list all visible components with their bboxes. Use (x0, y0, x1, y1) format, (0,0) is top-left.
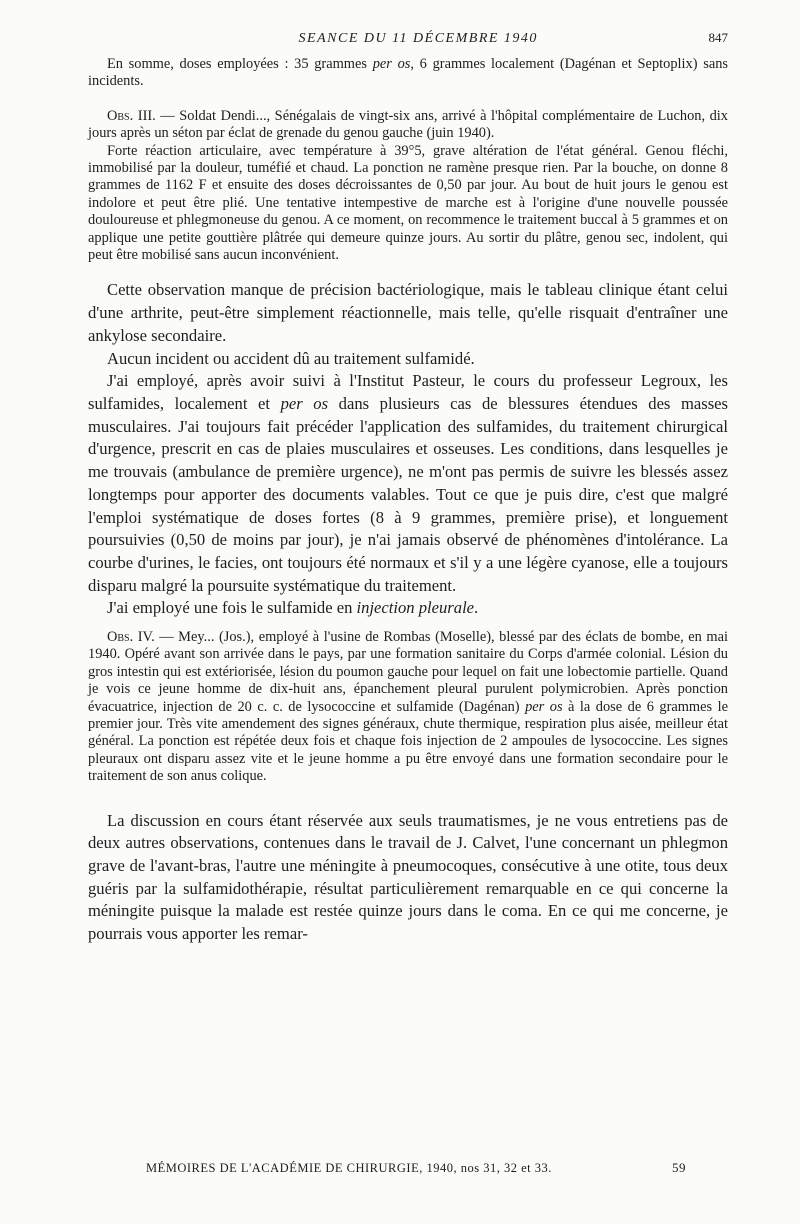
observation-label: Obs. III. (107, 107, 156, 124)
observation-3-detail: Forte réaction articulaire, avec température à 39°5, grave altération de l'état général. Genou fléchi, immobilisé par la douleur, tuméfié et chaud. La ponction ne ramène presque rien. Par la bouche, on donne 8 grammes de 1162 F et ensuite des doses décroissantes de 0,50 par jour. Au bout de huit jours le genou est indolore et peut être plié. Une tentative intempestive de marche est à l'origine d'une nouvelle poussée douloureuse et phlegmoneuse du genou. A ce moment, on recommence le traitement buccal à 5 grammes et on applique une petite gouttière plâtrée qui demeure quinze jours. Au sortir du plâtre, genou sec, indolent, qui peut être mobilisé sans aucun inconvénient. (88, 142, 728, 264)
observation-3: Obs. III. — Soldat Dendi..., Sénégalais de vingt-six ans, arrivé à l'hôpital complémentaire de Luchon, dix jours après un séton par éclat de grenade du genou gauche (juin 1940). (88, 107, 728, 142)
page-number: 847 (708, 30, 728, 45)
paragraph-discussion-3: J'ai employé, après avoir suivi à l'Institut Pasteur, le cours du professeur Legroux, les sulfamides, localement et per os dans plusieurs cas de blessures étendues des masses musculaires. J'ai toujours fait précéder l'application des sulfamides, du traitement chirurgical d'urgence, prescrit en cas de plaies musculaires et osseuses. Les conditions, dans lesquelles je me trouvais (ambulance de première urgence), ne m'ont pas permis de suivre les blessés assez longtemps pour apporter des documents valables. Tout ce que je puis dire, c'est que malgré l'emploi systématique de doses fortes (8 à 9 grammes, première prise), et longuement poursuivies (0,50 de moins par jour), je n'ai jamais observé de phénomènes d'intolérance. La courbe d'urines, le facies, ont toujours été normaux et s'il y a une légère cyanose, elle a toujours disparu malgré la poursuite systématique du traitement. (88, 371, 728, 595)
emphasis-per-os: per os (372, 56, 411, 72)
emphasis-injection-pleurale: injection pleurale (356, 598, 475, 618)
emphasis-per-os: per os (280, 393, 329, 413)
observation-label: Obs. IV. (107, 629, 155, 646)
paragraph-discussion-4: J'ai employé une fois le sulfamide en injection pleurale. (107, 598, 479, 618)
page (88, 30, 728, 946)
paragraph-summary: En somme, doses employées : 35 grammes per os, 6 grammes localement (Dagénan et Septoplix) sans incidents. (88, 56, 728, 90)
signature-mark: 59 (672, 1160, 686, 1175)
running-title: SEANCE DU 11 DÉCEMBRE 1940 (298, 31, 538, 46)
observation-4: Obs. IV. — Mey... (Jos.), employé à l'usine de Rombas (Moselle), blessé par des éclats de bombe, en mai 1940. Opéré avant son arrivée dans le pays, par une formation sanitaire du Corps d'armée colonial. Lésion du gros intestin qui est extériorisée, lésion du poumon gauche pour lequel on fait une lobectomie partielle. Quand je vois ce jeune homme de dix-huit ans, épanchement pleural purulent polymicrobien. Après ponction évacuatrice, injection de 20 c. c. de lysococcine et sulfamide (Dagénan) per os à la dose de 6 grammes le premier jour. Très vite amendement des signes généraux, chute thermique, respiration plus aisée, meilleur état général. La ponction est répétée deux fois et chaque fois injection de 2 ampoules de lysococcine. Les signes pleuraux ont disparu assez vite et le jeune homme a pu être envoyé dans une formation secondaire pour le traitement de son anus colique. (88, 629, 728, 785)
paragraph-discussion-1: Cette observation manque de précision bactériologique, mais le tableau clinique étant celui d'une arthrite, peut-être simplement réactionnelle, mais telle, qu'elle risquait d'entraîner une ankylose secondaire. (88, 280, 728, 345)
paragraph-discussion-2: Aucun incident ou accident dû au traitement sulfamidé. (107, 348, 475, 368)
running-header (88, 30, 728, 56)
emphasis-per-os: per os (525, 698, 563, 715)
journal-reference: MÉMOIRES DE L'ACADÉMIE DE CHIRURGIE, 1940, nos 31, 32 et 33. (146, 1161, 552, 1175)
paragraph-conclusion: La discussion en cours étant réservée aux seuls traumatismes, je ne vous entretiens pas de deux autres observations, contenues dans le travail de J. Calvet, l'une concernant un phlegmon grave de l'avant-bras, l'autre une méningite à pneumocoques, consécutive à une otite, tous deux guéris par la sulfamidothérapie, résultat particulièrement remarquable en ce qui concerne la méningite puisque la malade est restée quinze jours dans le coma. En ce qui me concerne, je pourrais vous apporter les remar- (88, 810, 728, 944)
page-footer (146, 1160, 686, 1176)
